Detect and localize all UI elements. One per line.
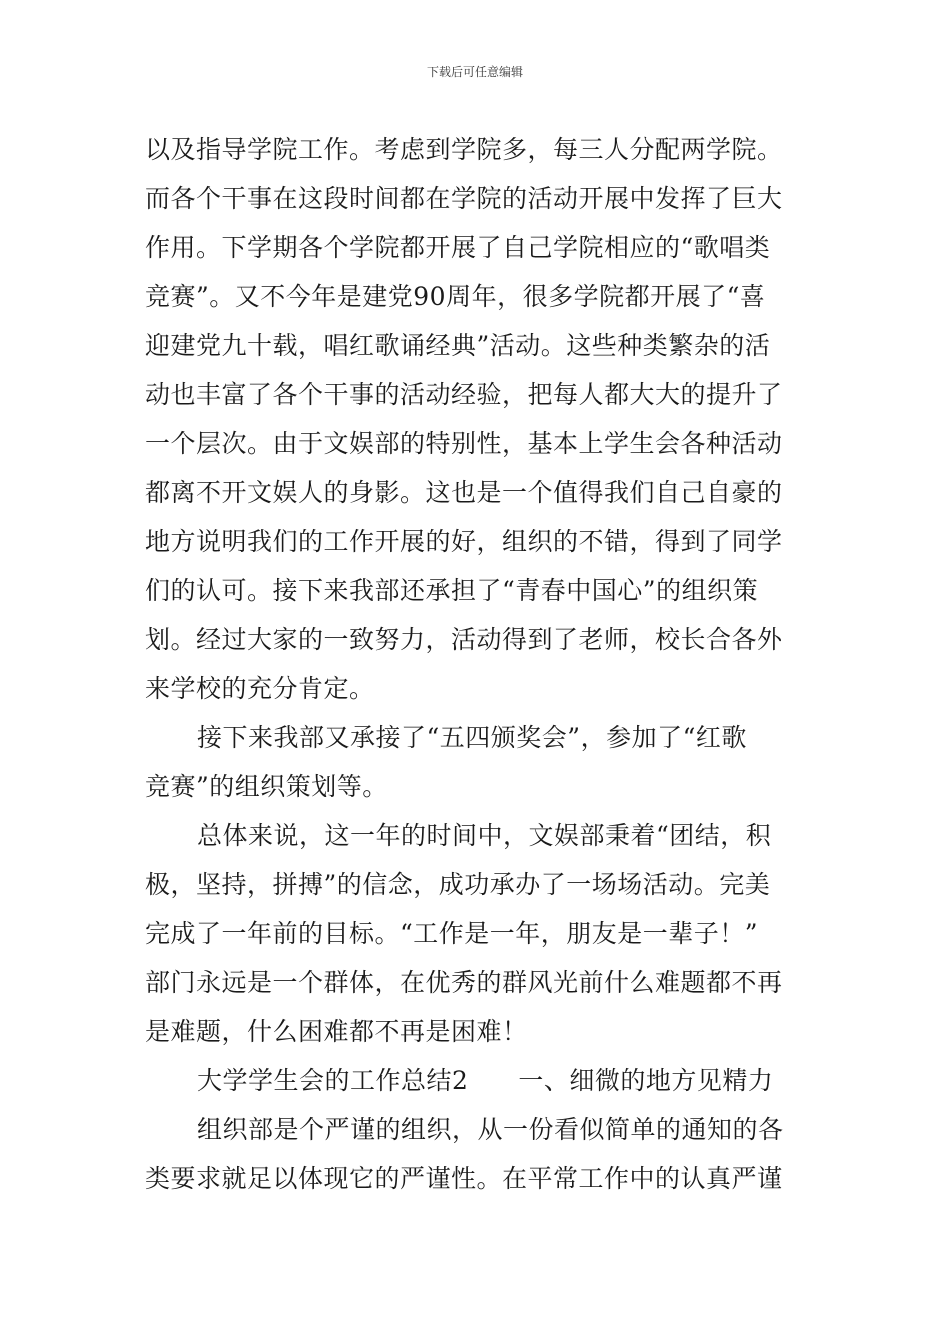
- section-subtitle: 一、细微的地方见精力: [518, 1066, 774, 1095]
- text-line: 竞赛”。又不今年是建党90周年，很多学院都开展了“喜: [145, 282, 766, 311]
- paragraph-4: [145, 1105, 817, 1203]
- text-line: 部门永远是一个群体，在优秀的群风光前什么难题都不再: [145, 968, 783, 997]
- text-line: 类要求就足以体现它的严谨性。在平常工作中的认真严谨: [145, 1164, 783, 1193]
- section-heading: [145, 1056, 817, 1105]
- text-line: 动也丰富了各个干事的活动经验，把每人都大大的提升了: [145, 380, 783, 409]
- text-line: 迎建党九十载，唱红歌诵经典”活动。这些种类繁杂的活: [145, 331, 771, 360]
- text-line: 来学校的充分肯定。: [145, 674, 375, 703]
- document-body: [145, 125, 817, 1203]
- section-title: 大学学生会的工作总结2: [197, 1066, 469, 1095]
- text-line: 组织部是个严谨的组织，从一份看似简单的通知的各: [197, 1115, 784, 1144]
- text-line: 是难题，什么困难都不再是困难！: [145, 1017, 528, 1046]
- text-line: 接下来我部又承接了“五四颁奖会”，参加了“红歌: [197, 723, 747, 752]
- text-line: 极，坚持，拼搏”的信念，成功承办了一场场活动。完美: [145, 870, 771, 899]
- text-line: 作用。下学期各个学院都开展了自己学院相应的“歌唱类: [145, 233, 771, 262]
- text-line: 划。经过大家的一致努力，活动得到了老师，校长合各外: [145, 625, 783, 654]
- text-line: 一个层次。由于文娱部的特别性，基本上学生会各种活动: [145, 429, 783, 458]
- text-line: 们的认可。接下来我部还承担了“青春中国心”的组织策: [145, 576, 759, 605]
- text-line: 总体来说，这一年的时间中，文娱部秉着“团结，积: [197, 821, 772, 850]
- text-line: 竞赛”的组织策划等。: [145, 772, 388, 801]
- text-line: 完成了一年前的目标。“工作是一年，朋友是一辈子！”: [145, 919, 759, 948]
- paragraph-2: [145, 713, 817, 811]
- text-line: 地方说明我们的工作开展的好，组织的不错，得到了同学: [145, 527, 783, 556]
- text-line: 而各个干事在这段时间都在学院的活动开展中发挥了巨大: [145, 184, 783, 213]
- section-heading-line: [145, 1056, 817, 1105]
- paragraph-1: [145, 125, 817, 713]
- text-line: 以及指导学院工作。考虑到学院多，每三人分配两学院。: [145, 135, 783, 164]
- paragraph-3: [145, 811, 817, 1056]
- page-header: 下载后可任意编辑: [426, 65, 523, 79]
- text-line: 都离不开文娱人的身影。这也是一个值得我们自己自豪的: [145, 478, 783, 507]
